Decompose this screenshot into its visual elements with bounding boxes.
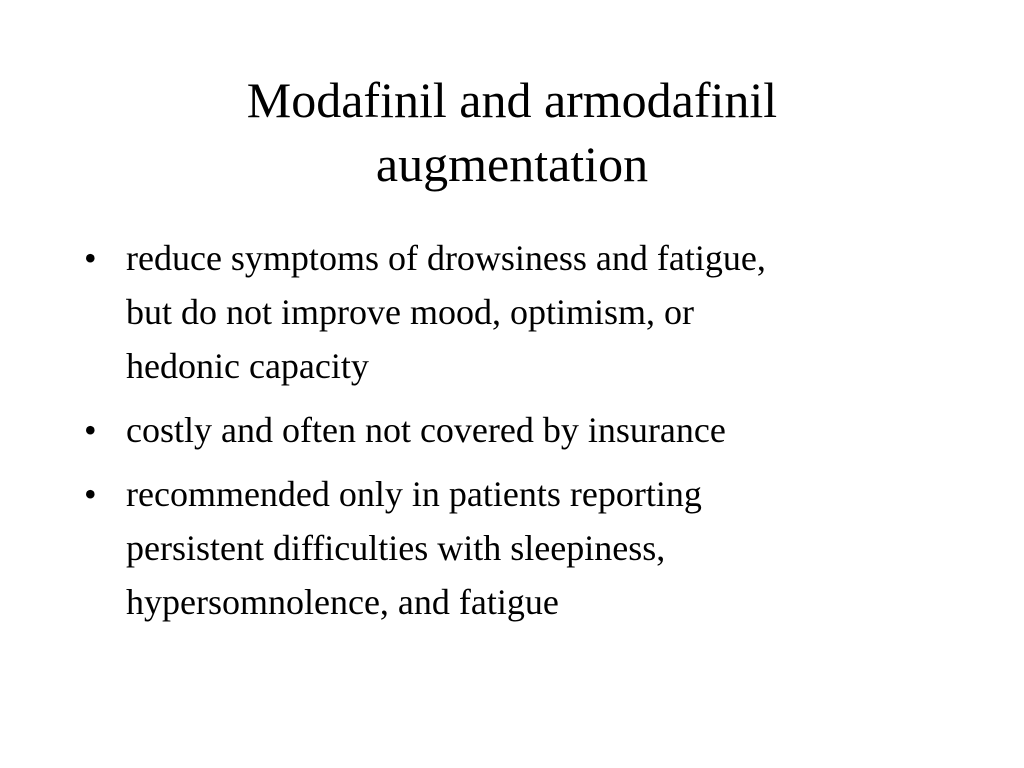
bullet-text-line: recommended only in patients reporting xyxy=(126,474,702,514)
bullet-text-line: reduce symptoms of drowsiness and fatigue, xyxy=(126,238,766,278)
bullet-text-line: costly and often not covered by insurance xyxy=(126,410,726,450)
bullet-text-line: persistent difficulties with sleepiness, xyxy=(126,528,666,568)
slide-title xyxy=(100,68,924,196)
bullet-text-line: hypersomnolence, and fatigue xyxy=(126,582,559,622)
bullet-item-insurance xyxy=(84,403,964,457)
bullet-text-line: but do not improve mood, optimism, or xyxy=(126,292,694,332)
slide-title-line-1: Modafinil and armodafinil xyxy=(246,72,778,128)
bullet-item-recommended xyxy=(84,467,964,629)
bullet-marker-icon: • xyxy=(84,238,97,278)
bullet-marker-icon: • xyxy=(84,410,97,450)
bullet-item-drowsiness xyxy=(84,231,964,393)
bullet-marker-icon: • xyxy=(84,474,97,514)
bullet-text-line: hedonic capacity xyxy=(126,346,369,386)
bullet-list xyxy=(84,231,964,639)
slide-title-line-2: augmentation xyxy=(375,136,649,192)
